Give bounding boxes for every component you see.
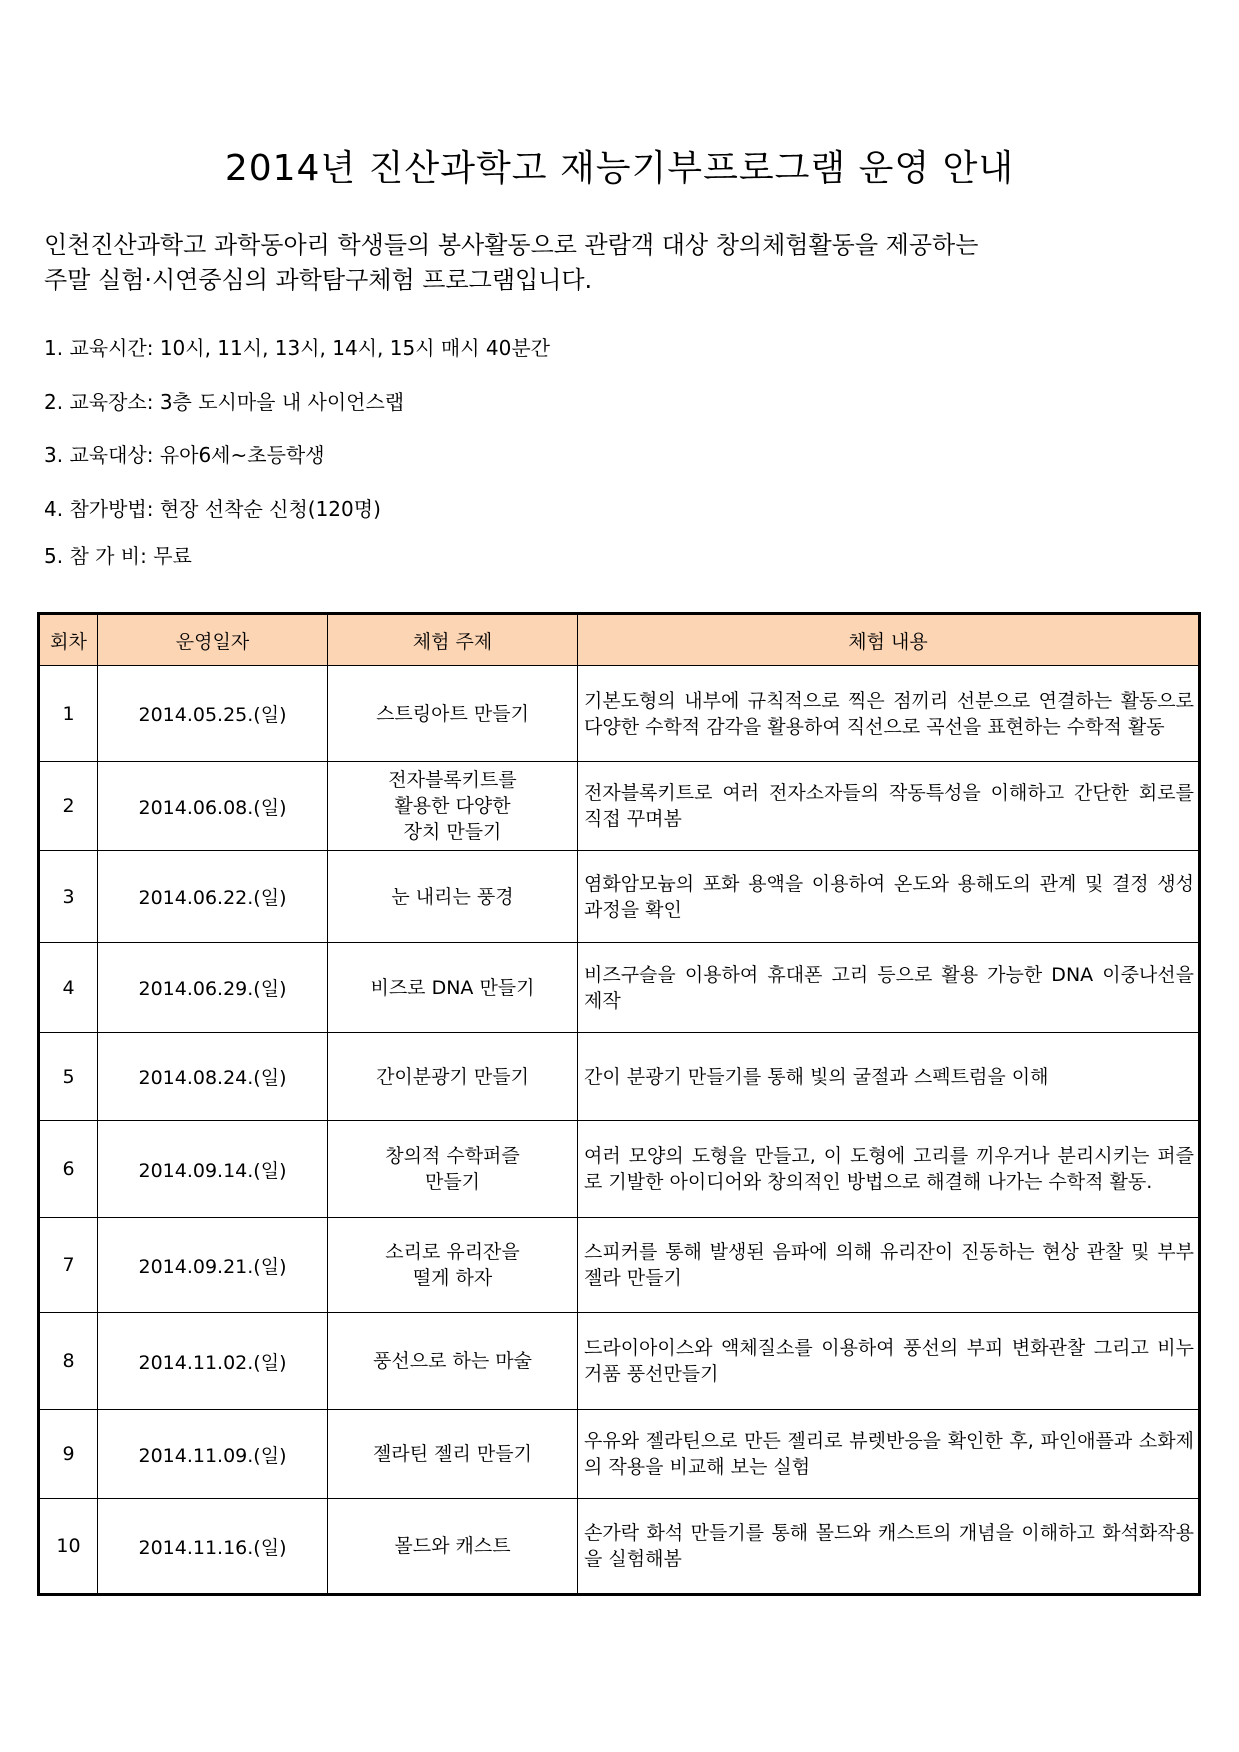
session-number: 10 [39, 1499, 98, 1595]
session-description: 기본도형의 내부에 규칙적으로 찍은 점끼리 선분으로 연결하는 활동으로 다양한 수학적 감각을 활용하여 직선으로 곡선을 표현하는 수학적 활동 [578, 666, 1200, 762]
session-date: 2014.11.16.(일) [98, 1499, 328, 1595]
table-row [39, 1410, 1200, 1499]
session-description: 비즈구슬을 이용하여 휴대폰 고리 등으로 활용 가능한 DNA 이중나선을 제작 [578, 943, 1200, 1033]
table-row [39, 666, 1200, 762]
table-row [39, 1033, 1200, 1121]
session-description: 우유와 젤라틴으로 만든 젤리로 뷰렛반응을 확인한 후, 파인애플과 소화제의 작용을 비교해 보는 실험 [578, 1410, 1200, 1499]
session-date: 2014.09.21.(일) [98, 1218, 328, 1313]
session-description: 염화암모늄의 포화 용액을 이용하여 온도와 용해도의 관계 및 결정 생성 과정을 확인 [578, 851, 1200, 943]
info-education-place: 2. 교육장소: 3층 도시마을 내 사이언스랩 [44, 390, 405, 414]
info-participation-method: 4. 참가방법: 현장 선착순 신청(120명) [44, 497, 381, 521]
session-description: 손가락 화석 만들기를 통해 몰드와 캐스트의 개념을 이해하고 화석화작용을 실험해봄 [578, 1499, 1200, 1595]
session-topic: 풍선으로 하는 마술 [328, 1313, 578, 1410]
session-topic: 전자블록키트를 활용한 다양한 장치 만들기 [328, 762, 578, 851]
intro-line-2: 주말 실험·시연중심의 과학탐구체험 프로그램입니다. [44, 266, 593, 294]
table-row [39, 943, 1200, 1033]
session-topic: 소리로 유리잔을 떨게 하자 [328, 1218, 578, 1313]
session-description: 스피커를 통해 발생된 음파에 의해 유리잔이 진동하는 현상 관찰 및 부부젤라 만들기 [578, 1218, 1200, 1313]
session-date: 2014.11.09.(일) [98, 1410, 328, 1499]
session-date: 2014.05.25.(일) [98, 666, 328, 762]
session-date: 2014.06.29.(일) [98, 943, 328, 1033]
header-topic: 체험 주제 [328, 614, 578, 666]
schedule-table [37, 612, 1201, 1596]
page-title: 2014년 진산과학고 재능기부프로그램 운영 안내 [224, 148, 1015, 189]
info-education-time: 1. 교육시간: 10시, 11시, 13시, 14시, 15시 매시 40분간 [44, 336, 550, 360]
session-number: 1 [39, 666, 98, 762]
session-date: 2014.09.14.(일) [98, 1121, 328, 1218]
table-row [39, 762, 1200, 851]
header-date: 운영일자 [98, 614, 328, 666]
table-row [39, 1313, 1200, 1410]
info-education-target: 3. 교육대상: 유아6세~초등학생 [44, 443, 325, 467]
session-date: 2014.11.02.(일) [98, 1313, 328, 1410]
session-topic: 스트링아트 만들기 [328, 666, 578, 762]
session-number: 2 [39, 762, 98, 851]
session-description: 전자블록키트로 여러 전자소자들의 작동특성을 이해하고 간단한 회로를 직접 꾸며봄 [578, 762, 1200, 851]
intro-line-1: 인천진산과학고 과학동아리 학생들의 봉사활동으로 관람객 대상 창의체험활동을 제공하는 [44, 231, 979, 259]
header-content: 체험 내용 [578, 614, 1200, 666]
table-row [39, 851, 1200, 943]
session-topic: 간이분광기 만들기 [328, 1033, 578, 1121]
table-row [39, 1218, 1200, 1313]
session-topic: 몰드와 캐스트 [328, 1499, 578, 1595]
session-topic: 눈 내리는 풍경 [328, 851, 578, 943]
info-participation-fee: 5. 참 가 비: 무료 [44, 544, 192, 568]
table-row [39, 1499, 1200, 1595]
session-topic: 젤라틴 젤리 만들기 [328, 1410, 578, 1499]
session-date: 2014.06.22.(일) [98, 851, 328, 943]
header-session: 회차 [39, 614, 98, 666]
session-description: 여러 모양의 도형을 만들고, 이 도형에 고리를 끼우거나 분리시키는 퍼즐로 기발한 아이디어와 창의적인 방법으로 해결해 나가는 수학적 활동. [578, 1121, 1200, 1218]
table-header-row [39, 614, 1200, 666]
session-topic: 창의적 수학퍼즐 만들기 [328, 1121, 578, 1218]
session-number: 4 [39, 943, 98, 1033]
session-description: 간이 분광기 만들기를 통해 빛의 굴절과 스펙트럼을 이해 [578, 1033, 1200, 1121]
session-number: 8 [39, 1313, 98, 1410]
session-date: 2014.08.24.(일) [98, 1033, 328, 1121]
session-topic: 비즈로 DNA 만들기 [328, 943, 578, 1033]
session-number: 6 [39, 1121, 98, 1218]
session-number: 3 [39, 851, 98, 943]
session-number: 9 [39, 1410, 98, 1499]
session-number: 5 [39, 1033, 98, 1121]
session-description: 드라이아이스와 액체질소를 이용하여 풍선의 부피 변화관찰 그리고 비누거품 풍선만들기 [578, 1313, 1200, 1410]
session-date: 2014.06.08.(일) [98, 762, 328, 851]
intro-paragraph [44, 228, 1204, 298]
table-row [39, 1121, 1200, 1218]
session-number: 7 [39, 1218, 98, 1313]
